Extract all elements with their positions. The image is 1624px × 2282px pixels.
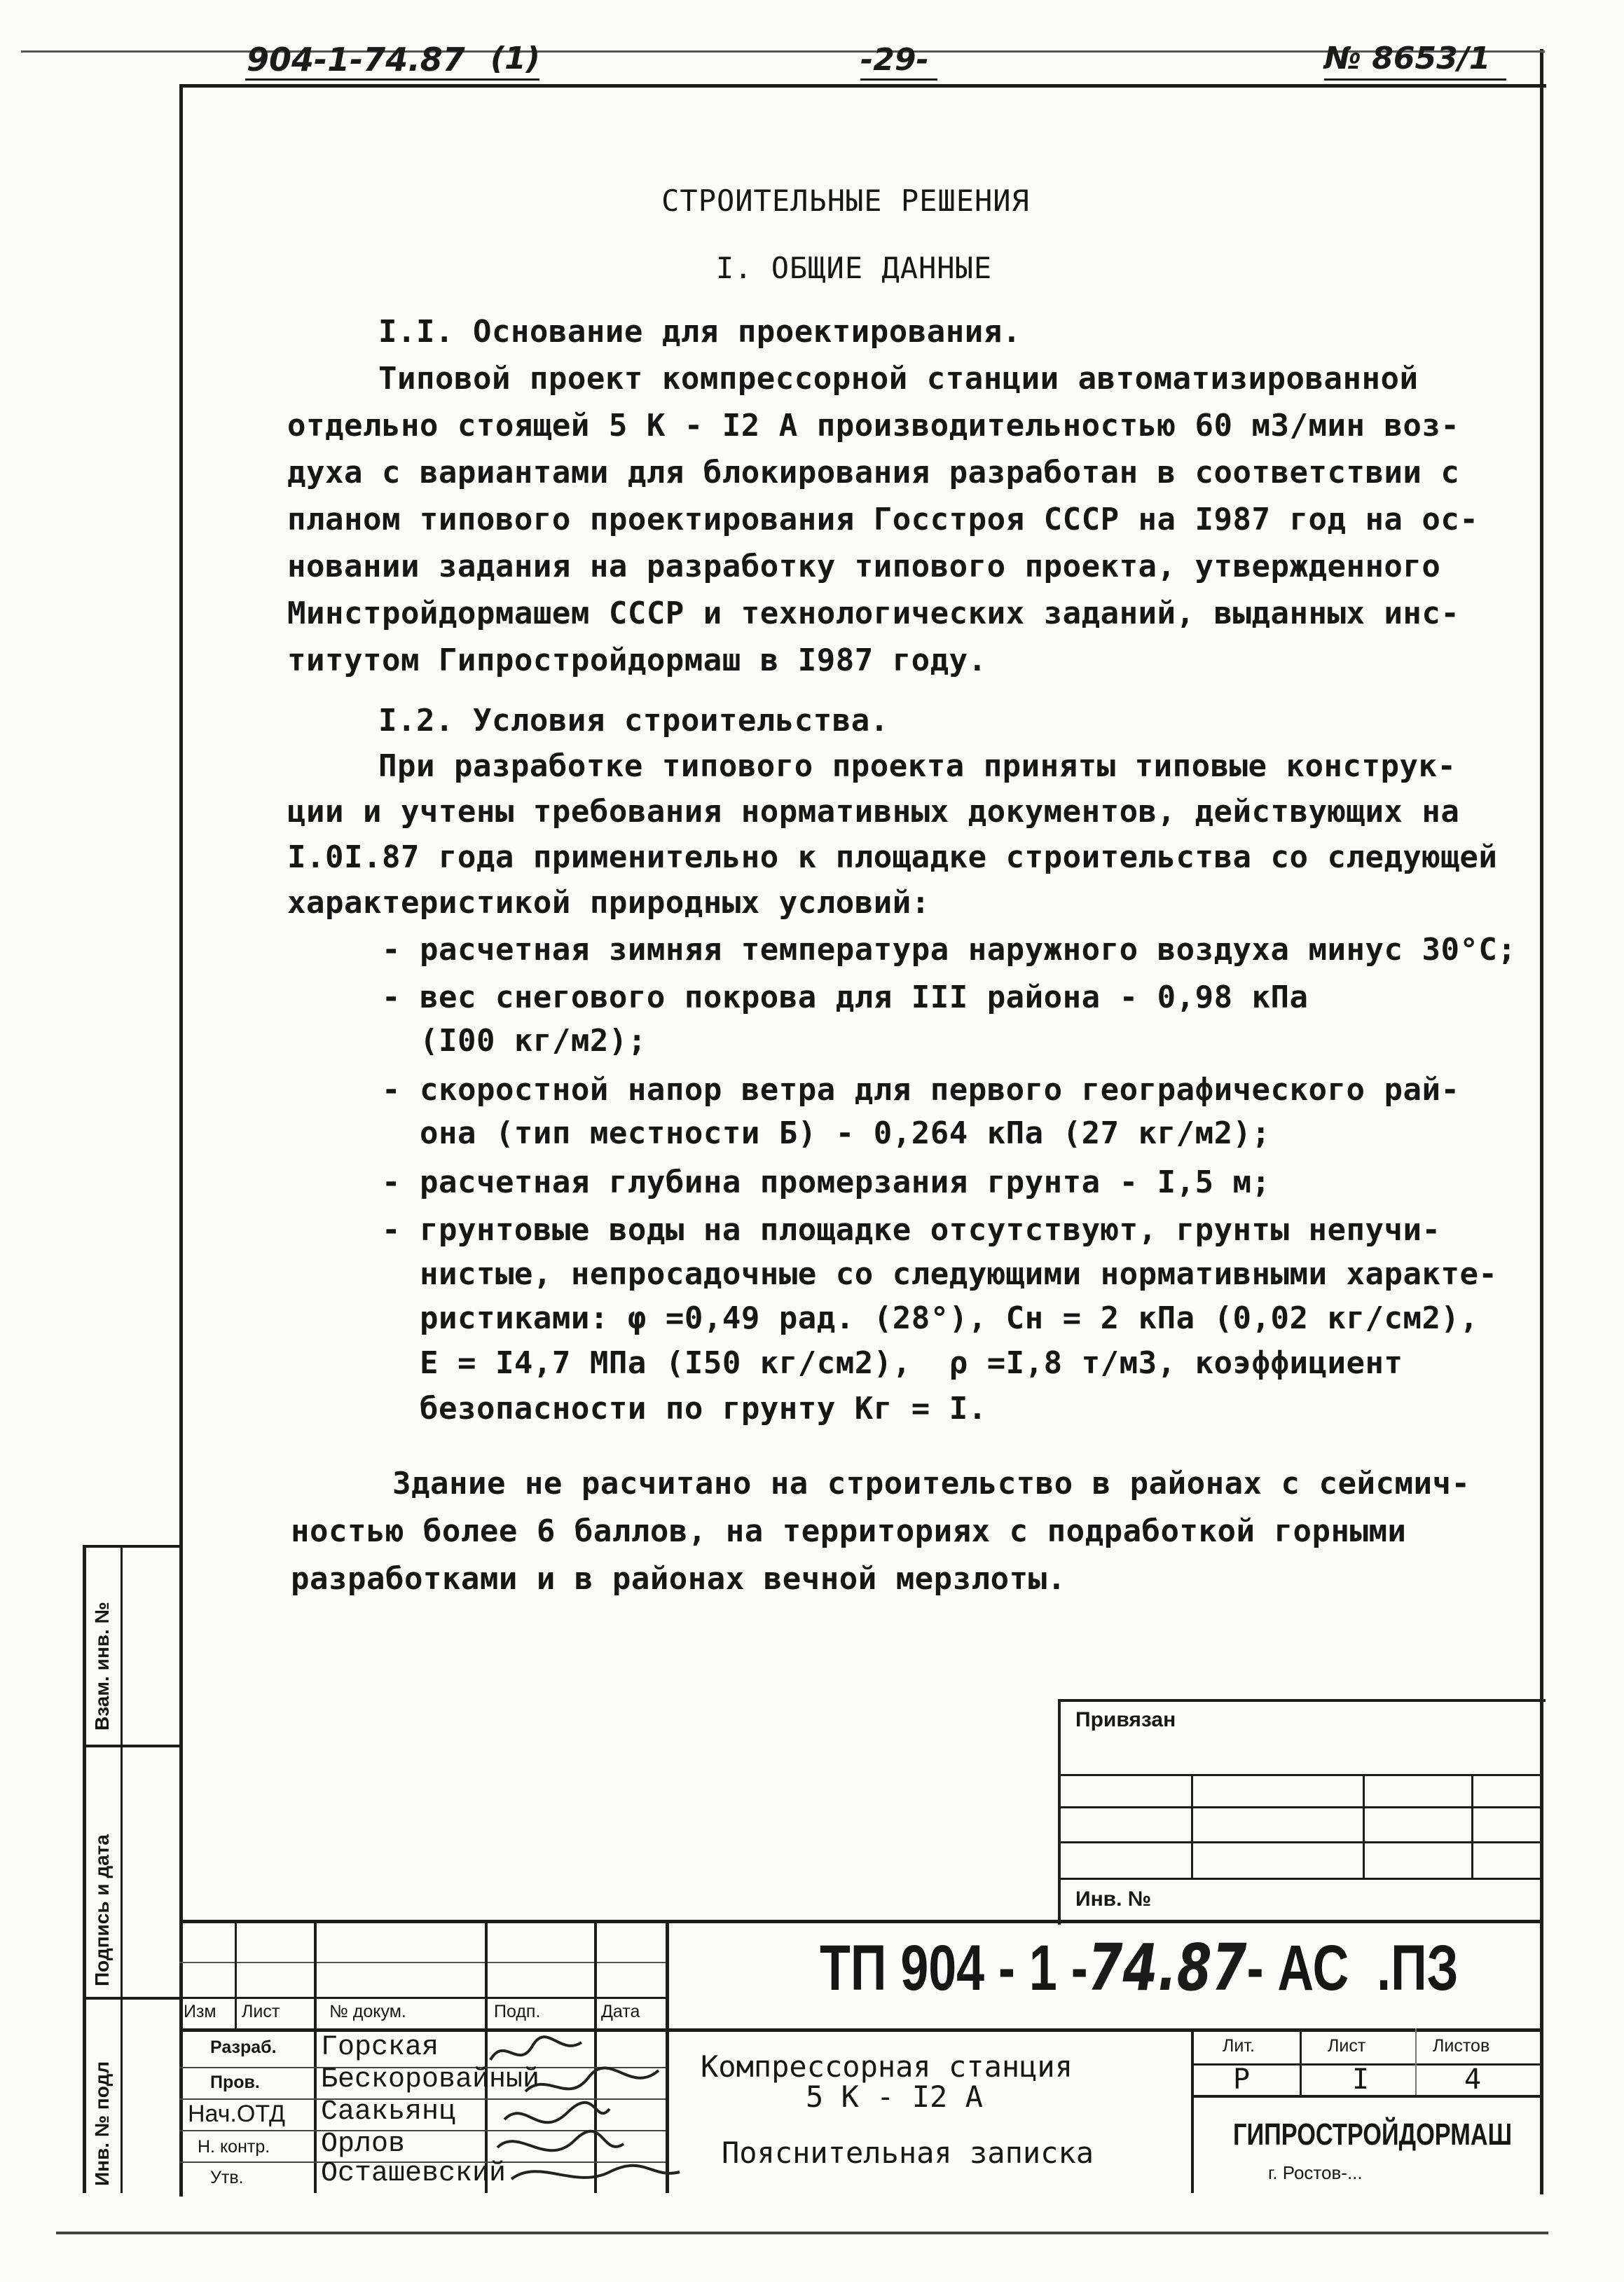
titleblock-divider	[1191, 2028, 1194, 2193]
designation	[820, 1930, 1459, 2005]
condition-item: Е = I4,7 МПа (I50 кг/см2), ρ =I,8 т/м3, коэффициент	[382, 1345, 1403, 1381]
side-inv-label: Инв. № подл	[91, 2061, 113, 2186]
organization: ГИПРОСТРОЙДОРМАШ	[1233, 2117, 1513, 2152]
side-vzam-label: Взам. инв. №	[91, 1602, 113, 1731]
revision-row	[179, 1997, 666, 1999]
para-1-1-line: Минстройдормашем СССР и технологических заданий, выданных инс-	[287, 596, 1460, 631]
binding-row	[1058, 1774, 1543, 1776]
sheet-value: I	[1352, 2063, 1370, 2096]
para-1-1-line: новании задания на разработку типового проекта, утвержденного	[287, 549, 1441, 584]
revision-col	[314, 1920, 317, 2193]
role-prov: Пров.	[210, 2073, 260, 2092]
col-header-date: Дата	[601, 2002, 640, 2021]
binding-row	[1058, 1878, 1543, 1880]
lit-value: Р	[1233, 2063, 1251, 2096]
para-1-1-line: планом типового проектирования Госстроя СССР на I987 год на ос-	[287, 502, 1479, 537]
col-header-list: Лист	[242, 2002, 280, 2021]
condition-item: - скоростной напор ветра для первого географического рай-	[382, 1072, 1460, 1108]
page-underline	[860, 78, 937, 81]
side-podpis-label: Подпись и дата	[91, 1834, 113, 1986]
inventory-number: № 8653/1	[1324, 41, 1491, 76]
signatures	[483, 2028, 694, 2193]
role-nkontr: Н. контр.	[198, 2137, 270, 2157]
condition-item: она (тип местности Б) - 0,264 кПа (27 кг/м2);	[382, 1115, 1271, 1151]
closing-line: Здание не расчитано на строительство в районах с сейсмич-	[392, 1466, 1471, 1501]
col-header-izm: Изм	[184, 2002, 216, 2021]
binding-col	[1191, 1774, 1193, 1878]
binding-col	[1471, 1774, 1473, 1878]
col-header-sign: Подп.	[494, 2002, 541, 2021]
para-1-1-heading: I.I. Основание для проектирования.	[378, 314, 1021, 350]
designation-prefix: ТП 904 - 1 -	[820, 1932, 1088, 2004]
titleblock-top	[179, 1920, 1543, 1923]
col-header-doc: № докум.	[329, 2002, 406, 2021]
name-nkontr: Орлов	[321, 2129, 406, 2160]
name-utv: Осташевский	[321, 2158, 507, 2190]
binding-inv: Инв. №	[1075, 1888, 1152, 1911]
side-stamp-border	[83, 1545, 86, 2193]
inv-underline	[1324, 78, 1506, 81]
side-stamp-inner	[121, 1545, 123, 2193]
condition-item: - расчетная зимняя температура наружного воздуха минус 30°С;	[382, 932, 1517, 968]
bottom-cut-line	[56, 2232, 1548, 2234]
organization-city: г. Ростов-...	[1268, 2162, 1363, 2183]
role-nach: Нач.ОТД	[188, 2101, 285, 2127]
para-1-1-line: отдельно стоящей 5 К - I2 А производительностью 60 м3/мин воз-	[287, 408, 1460, 444]
binding-row	[1058, 1841, 1543, 1843]
designation-suffix: - АС .ПЗ	[1246, 1932, 1459, 2004]
subject-line-1: Компрессорная станция	[701, 2049, 1073, 2084]
binding-title: Привязан	[1075, 1708, 1176, 1731]
para-1-1-line: титутом Гипростройдормаш в I987 году.	[287, 642, 987, 678]
doc-part: (1)	[490, 41, 540, 76]
designation-number: 74.87	[1087, 1930, 1247, 2005]
subject-line-2: 5 К - I2 А	[806, 2080, 983, 2114]
binding-col	[1363, 1774, 1365, 1878]
revision-col	[235, 1920, 237, 2032]
side-stamp-top	[83, 1545, 181, 1548]
sheets-label: Листов	[1433, 2036, 1490, 2056]
section-title: СТРОИТЕЛЬНЫЕ РЕШЕНИЯ	[661, 184, 1030, 218]
closing-line: разработками и в районах вечной мерзлоты.	[291, 1561, 1066, 1597]
name-razrab: Горская	[321, 2032, 439, 2063]
revision-row	[179, 1962, 666, 1963]
para-1-1-line: духа с вариантами для блокирования разработан в соответствии с	[287, 455, 1460, 490]
name-nach: Саакьянц	[321, 2096, 456, 2128]
condition-item: ристиками: φ =0,49 рад. (28°), Сн = 2 кПа (0,02 кг/см2),	[382, 1300, 1479, 1336]
closing-line: ностью более 6 баллов, на территориях с подработкой горными	[291, 1513, 1407, 1549]
name-prov: Бескоровайный	[321, 2064, 540, 2096]
page-number: -29-	[860, 42, 929, 78]
binding-row	[1058, 1806, 1543, 1808]
lit-label: Лит.	[1223, 2036, 1255, 2056]
role-razrab: Разраб.	[210, 2037, 277, 2057]
para-1-2-line: При разработке типового проекта приняты типовые конструк-	[378, 748, 1457, 784]
header-underline	[245, 78, 539, 81]
sheet-label: Лист	[1328, 2036, 1366, 2056]
subsection-title: I. ОБЩИЕ ДАННЫЕ	[715, 251, 993, 285]
side-stamp-divider	[83, 1745, 181, 1747]
condition-item: (I00 кг/м2);	[382, 1023, 647, 1059]
subject-line-3: Пояснительная записка	[722, 2136, 1094, 2170]
condition-item: - грунтовые воды на площадке отсутствуют, грунты непучи-	[382, 1212, 1441, 1248]
condition-item: - вес снегового покрова для III района - 0,98 кПа	[382, 980, 1309, 1015]
role-utv: Утв.	[210, 2168, 244, 2187]
condition-item: - расчетная глубина промерзания грунта - I,5 м;	[382, 1164, 1271, 1200]
para-1-2-line: характеристикой природных условий:	[287, 885, 930, 921]
side-stamp-divider	[83, 1997, 181, 2000]
sheet-col	[1415, 2028, 1417, 2095]
para-1-2-line: ции и учтены требования нормативных документов, действующих на	[287, 794, 1460, 830]
para-1-2-heading: I.2. Условия строительства.	[378, 703, 889, 738]
para-1-2-line: I.0I.87 года применительно к площадке строительства со следующей	[287, 839, 1498, 875]
doc-code: 904-1-74.87	[247, 41, 465, 78]
condition-item: нистые, непросадочные со следующими нормативными характе-	[382, 1256, 1498, 1292]
sheets-value: 4	[1464, 2063, 1482, 2096]
para-1-1-line: Типовой проект компрессорной станции автоматизированной	[378, 361, 1419, 397]
sheet-col	[1300, 2028, 1302, 2095]
condition-item: безопасности по грунту Кг = I.	[382, 1391, 987, 1427]
